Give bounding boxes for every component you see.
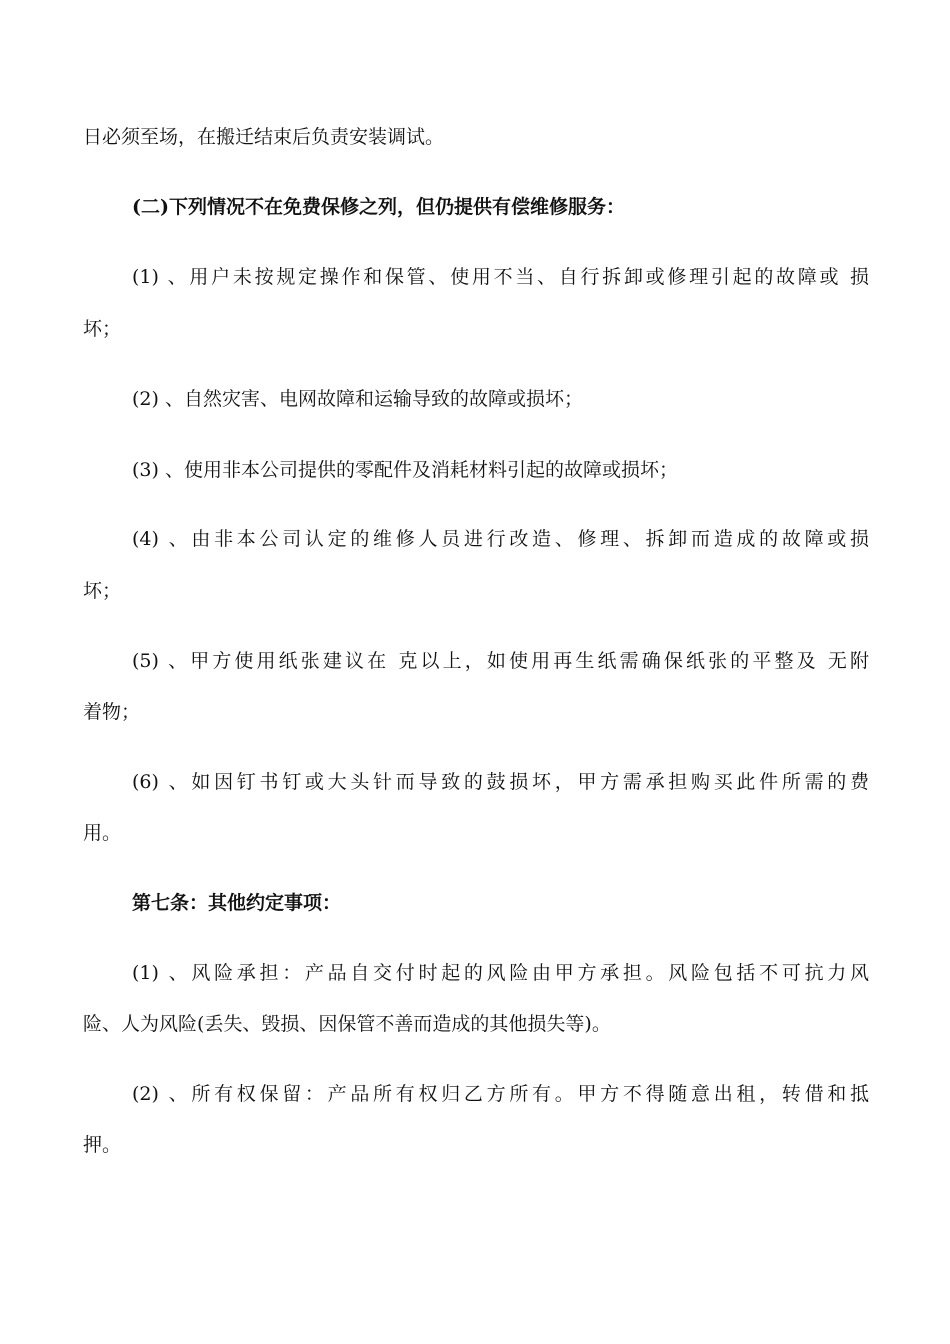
exclusion-item-3: (3) 、使用非本公司提供的零配件及消耗材料引起的故障或损坏；	[132, 459, 678, 481]
other-term-1-line1: (1) 、风险承担：产品自交付时起的风险由甲方承担。风险包括不可抗力风	[132, 962, 869, 984]
article-seven-heading: 第七条：其他约定事项：	[132, 892, 342, 914]
continuation-text: 日必须至场，在搬迁结束后负责安装调试。	[83, 126, 445, 148]
other-term-1-line2: 险、人为风险(丢失、毁损、因保管不善而造成的其他损失等)。	[83, 1013, 611, 1035]
exclusion-item-5-line2: 着物；	[83, 701, 141, 723]
exclusion-item-2: (2) 、自然灾害、电网故障和运输导致的故障或损坏；	[132, 388, 583, 410]
exclusion-item-4-line1: (4) 、由非本公司认定的维修人员进行改造、修理、拆卸而造成的故障或损	[132, 528, 869, 550]
exclusion-item-6-line1: (6) 、如因钉书钉或大头针而导致的鼓损坏，甲方需承担购买此件所需的费	[132, 771, 869, 793]
exclusion-item-4-line2: 坏；	[83, 580, 122, 602]
exclusion-item-5-line1: (5) 、甲方使用纸张建议在 克以上，如使用再生纸需确保纸张的平整及 无附	[132, 650, 869, 672]
other-term-2-line2: 押。	[83, 1134, 122, 1156]
exclusion-item-1-line2: 坏；	[83, 318, 122, 340]
other-term-2-line1: (2) 、所有权保留：产品所有权归乙方所有。甲方不得随意出租，转借和抵	[132, 1083, 869, 1105]
exclusion-item-6-line2: 用。	[83, 822, 122, 844]
section-two-heading: (二)下列情况不在免费保修之列，但仍提供有偿维修服务：	[132, 196, 625, 218]
exclusion-item-1-line1: (1) 、用户未按规定操作和保管、使用不当、自行拆卸或修理引起的故障或 损	[132, 266, 869, 288]
